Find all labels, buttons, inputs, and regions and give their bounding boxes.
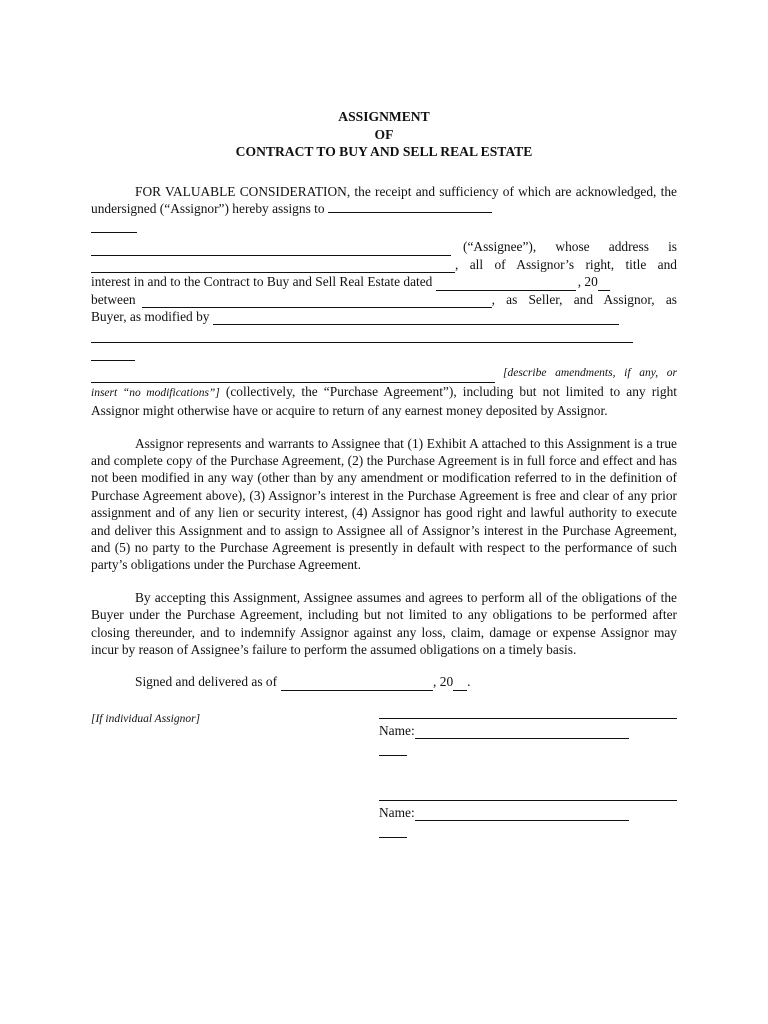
signed-year-blank[interactable] [453,677,467,691]
title-line-2: OF [374,126,394,142]
address-blank[interactable] [91,259,455,273]
signature-line-2[interactable] [379,799,677,801]
signed-date-blank[interactable] [281,677,433,691]
assignee-blank[interactable] [91,242,451,256]
modification-blank-2[interactable] [91,329,633,343]
name-row-2 [379,804,677,821]
signed-row [91,673,677,690]
name-row-1 [379,722,677,739]
title-line-1: ASSIGNMENT [338,109,430,124]
name-label-2: Name: [379,804,415,820]
name-blank-1-continued[interactable] [379,742,407,756]
dated-row [91,273,677,290]
acceptance-paragraph [91,589,677,659]
modification-blank-3[interactable] [91,347,135,361]
signature-area [91,711,677,861]
name-blank-1[interactable] [415,725,629,739]
acceptance-text: By accepting this Assignment, Assignee assumes and agrees to perform all of the obligations of the Buyer under the Purchase Agreement, including but not limited to any obligations to be performed after closing thereunder, and to indemnify Assignor against any loss, claim, damage or expense Assignor may incur by reason of Assignee’s failure to perform the assumed obligations on a timely basis. [91,589,677,658]
representations-text: Assignor represents and warrants to Assignee that (1) Exhibit A attached to this Assignment is a true and complete copy of the Purchase Agreement, (2) the Purchase Agreement is in full force and effect and has not been modified in any way (other than by any amendment or modification referred to in the definition of Purchase Agreement above), (3) Assignor’s interest in the Purchase Agreement is free and clear of any prior assignment and of any lien or security interest, (4) Assignor has good right and lawful authority to execute and deliver this Assignment and to assign to Assignee all of Assignor’s interest in the Purchase Agreement, and (5) no party to the Purchase Agreement is presently in default with respect to the performance of such party’s obligations under the Purchase Agreement. [91,435,677,573]
contract-date-blank[interactable] [436,277,576,291]
contract-year-blank[interactable] [598,277,610,291]
intro-sentence: FOR VALUABLE CONSIDERATION, the receipt and sufficiency of which are acknowledged, the undersigned (“Assignor”) hereby assigns to [91,183,677,216]
year-prefix: , 20 [577,274,598,290]
document-title [91,108,677,161]
signed-year: , 20 [433,674,454,690]
seller-row [91,291,677,308]
collectively-sentence: (collectively, the “Purchase Agreement”), including but not limited to any right Assignor might otherwise have or acquire to return of any earnest money deposited by Assignor. [91,383,678,419]
assignee-name-blank[interactable] [328,200,492,213]
interest-text-a: , all of Assignor’s right, title and [455,256,677,272]
assignee-label: (“Assignee”), whose address is [463,239,677,255]
intro-text [91,183,677,218]
signed-suffix: . [467,674,471,690]
seller-blank[interactable] [142,294,492,308]
signed-prefix: Signed and delivered as of [135,674,278,690]
modified-row [91,308,677,325]
modification-blank-1[interactable] [213,311,619,325]
representations-paragraph [91,435,677,574]
collectively-text [91,383,677,420]
describe-row [91,365,677,382]
assignment-paragraph [91,183,677,420]
title-line-3: CONTRACT TO BUY AND SELL REAL ESTATE [235,144,533,159]
describe-note-a: [describe amendments, if any, or [503,367,677,380]
assignee-name-blank-continued[interactable] [91,219,137,233]
seller-text-a: , as Seller, and Assignor, as [491,291,677,307]
signature-block-2 [379,799,677,838]
assignee-row [91,238,677,255]
name-blank-2-continued[interactable] [379,824,407,838]
modification-blank-4[interactable] [91,369,495,383]
document-page [91,108,677,861]
individual-assignor-label: [If individual Assignor] [91,712,201,725]
describe-note-b: insert “no modifications”] [91,386,220,399]
name-label-1: Name: [379,722,415,738]
seller-text-b: Buyer, as modified by [91,308,213,324]
name-blank-2[interactable] [415,807,629,821]
signature-block-1 [379,717,677,756]
between-label: between [91,291,136,307]
signature-line-1[interactable] [379,717,677,719]
interest-text-b: interest in and to the Contract to Buy and Sell Real Estate dated [91,274,436,290]
address-row [91,256,677,273]
